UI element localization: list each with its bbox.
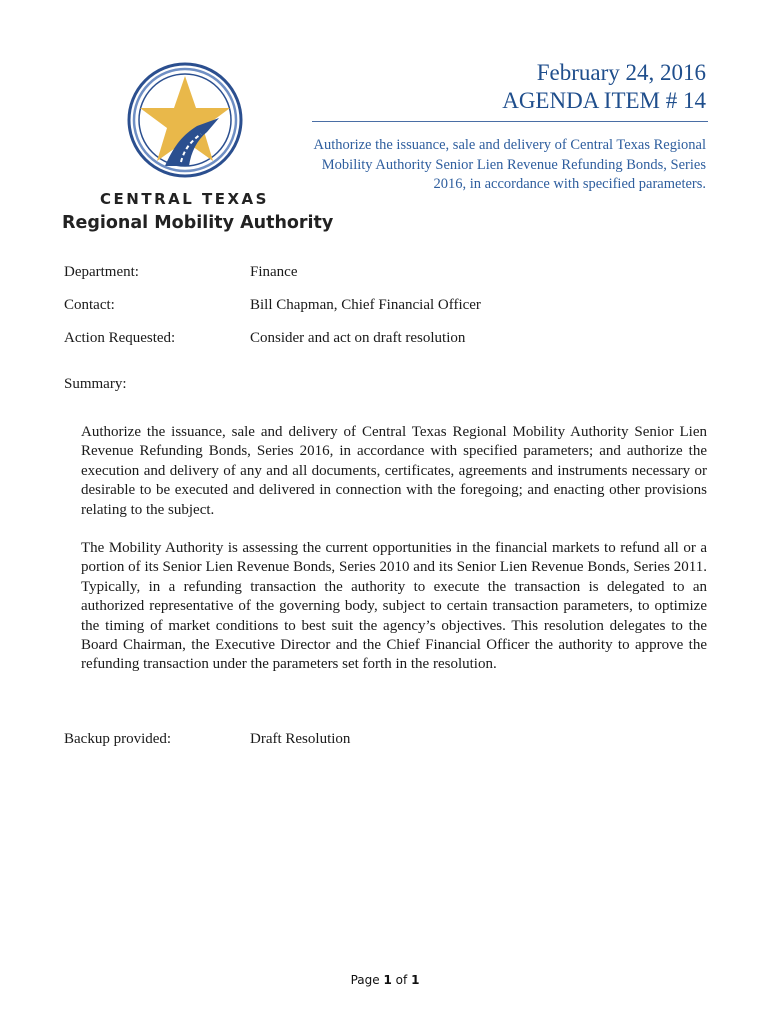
action-requested-value: Consider and act on draft resolution bbox=[250, 330, 466, 346]
meeting-date: February 24, 2016 bbox=[536, 60, 706, 85]
agenda-item-description: Authorize the issuance, sale and delivery of Central Texas Regional Mobility Authority Senior Lien Revenue Refunding Bonds, Series 2016, in accordance with specified parameters. bbox=[313, 137, 706, 192]
page-number-footer bbox=[0, 973, 770, 987]
summary-paragraph-2: The Mobility Authority is assessing the current opportunities in the financial markets to refund all or a portion of its Senior Lien Revenue Bonds, Series 2010 and its Senior Lien Revenue Bonds, Series 2011. Typically, in a refunding transaction the authority to execute the transaction is delegated to an authorized representative of the governing body, subject to certain transaction parameters, to optimize the timing of market conditions to best suit the agency’s objectives. This resolution delegates to the Board Chairman, the Executive Director and the Chief Financial Officer the authority to approve the refunding transaction under the parameters set forth in the resolution. bbox=[81, 540, 707, 673]
department-label: Department: bbox=[64, 264, 139, 280]
organization-logo bbox=[60, 62, 334, 242]
logo-text-central-texas: CENTRAL TEXAS bbox=[100, 190, 269, 208]
action-requested-label: Action Requested: bbox=[64, 330, 176, 346]
page-word: Page bbox=[350, 973, 380, 987]
of-word: of bbox=[395, 973, 408, 987]
current-page-number: 1 bbox=[383, 973, 392, 987]
contact-label: Contact: bbox=[64, 297, 115, 313]
backup-provided-label: Backup provided: bbox=[64, 731, 172, 747]
department-value: Finance bbox=[250, 264, 298, 280]
contact-value: Bill Chapman, Chief Financial Officer bbox=[250, 297, 481, 313]
header-divider bbox=[312, 121, 708, 122]
agenda-item-number: AGENDA ITEM # 14 bbox=[502, 88, 706, 113]
logo-text-authority-name: Regional Mobility Authority bbox=[62, 213, 334, 233]
backup-provided-value: Draft Resolution bbox=[250, 731, 351, 747]
seal-emblem-icon bbox=[127, 62, 243, 178]
summary-label: Summary: bbox=[64, 376, 127, 392]
summary-paragraph-1: Authorize the issuance, sale and delivery of Central Texas Regional Mobility Authority Senior Lien Revenue Refunding Bonds, Series 2016, in accordance with specified parameters; and authorize the execution and delivery of any and all documents, certificates, agreements and instruments necessary or desirable to be executed and delivered in connection with the foregoing; and enacting other provisions relating to the subject. bbox=[81, 424, 707, 518]
total-page-count: 1 bbox=[411, 973, 420, 987]
